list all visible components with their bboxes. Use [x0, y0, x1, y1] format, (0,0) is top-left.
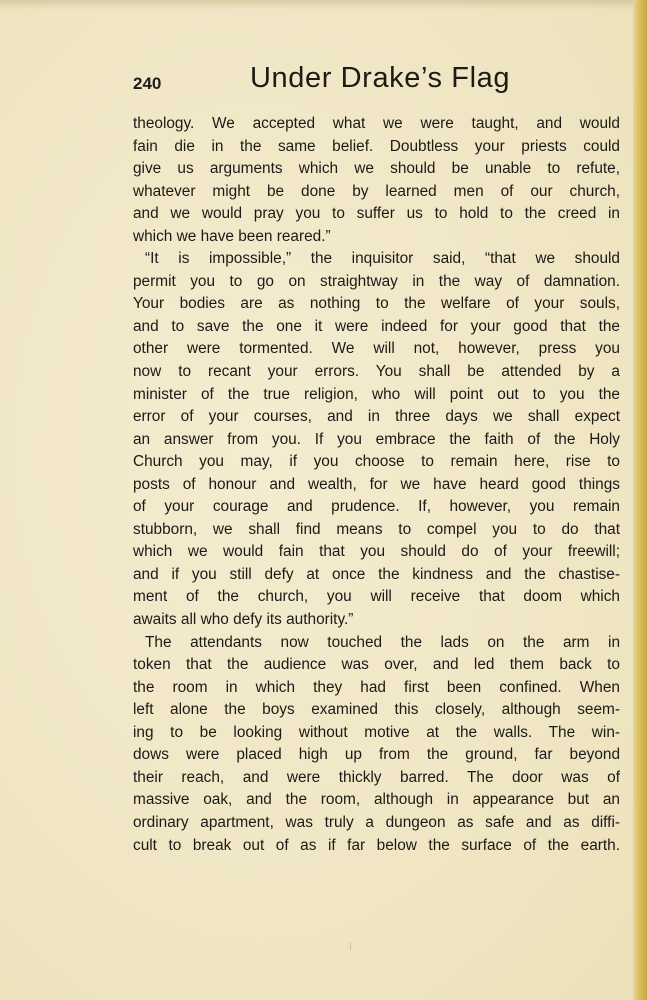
- text-line: whatever might be done by learned men of our church,: [133, 182, 620, 200]
- page-number: 240: [133, 74, 162, 93]
- text-line: and to save the one it were indeed for your good that the: [133, 317, 620, 335]
- page-blemish: [350, 942, 351, 950]
- body-text: [133, 113, 620, 857]
- page-top-shadow: [0, 0, 647, 10]
- text-line: theology. We accepted what we were taught, and would: [133, 115, 620, 132]
- text-line: stubborn, we shall find means to compel you to do that: [133, 520, 620, 538]
- text-line: left alone the boys examined this closely, although seem-: [133, 701, 620, 719]
- text-line: the room in which they had first been confined. When: [133, 678, 620, 696]
- text-line: posts of honour and wealth, for we have heard good things: [133, 475, 620, 493]
- text-line: which we have been reared.”: [133, 227, 331, 245]
- text-line: ordinary apartment, was truly a dungeon as safe and as diffi-: [133, 813, 620, 831]
- page-gilt-edge: [633, 0, 647, 1000]
- text-line: “It is impossible,” the inquisitor said, “that we should: [145, 250, 620, 268]
- running-title: Under Drake’s Flag: [250, 62, 511, 94]
- text-line: token that the audience was over, and led them back to: [133, 656, 620, 674]
- text-line: which we would fain that you should do of your freewill;: [133, 543, 620, 561]
- text-line: Church you may, if you choose to remain here, rise to: [133, 453, 620, 471]
- text-line: Your bodies are as nothing to the welfare of your souls,: [133, 295, 620, 313]
- text-line: fain die in the same belief. Doubtless your priests could: [133, 137, 620, 155]
- text-line: ing to be looking without motive at the walls. The win-: [133, 723, 620, 741]
- text-line: an answer from you. If you embrace the faith of the Holy: [133, 430, 620, 448]
- text-line: now to recant your errors. You shall be attended by a: [133, 363, 620, 381]
- text-line: their reach, and were thickly barred. The door was of: [133, 768, 620, 786]
- text-line: ment of the church, you will receive that doom which: [133, 588, 620, 606]
- text-line: error of your courses, and in three days we shall expect: [133, 408, 620, 426]
- text-line: of your courage and prudence. If, however, you remain: [133, 498, 620, 516]
- text-line: dows were placed high up from the ground, far beyond: [133, 746, 620, 764]
- text-line: cult to break out of as if far below the surface of the earth.: [133, 836, 620, 854]
- text-line: give us arguments which we should be unable to refute,: [133, 160, 620, 178]
- text-line: and if you still defy at once the kindness and the chastise-: [133, 565, 620, 583]
- text-line: other were tormented. We will not, however, press you: [133, 340, 620, 358]
- text-line: permit you to go on straightway in the way of damnation.: [133, 272, 620, 290]
- text-line: awaits all who defy its authority.”: [133, 611, 354, 629]
- page-header: [133, 62, 623, 102]
- text-line: massive oak, and the room, although in appearance but an: [133, 791, 620, 809]
- text-line: The attendants now touched the lads on the arm in: [145, 633, 620, 651]
- text-line: and we would pray you to suffer us to hold to the creed in: [133, 205, 620, 223]
- text-line: minister of the true religion, who will point out to you the: [133, 385, 620, 403]
